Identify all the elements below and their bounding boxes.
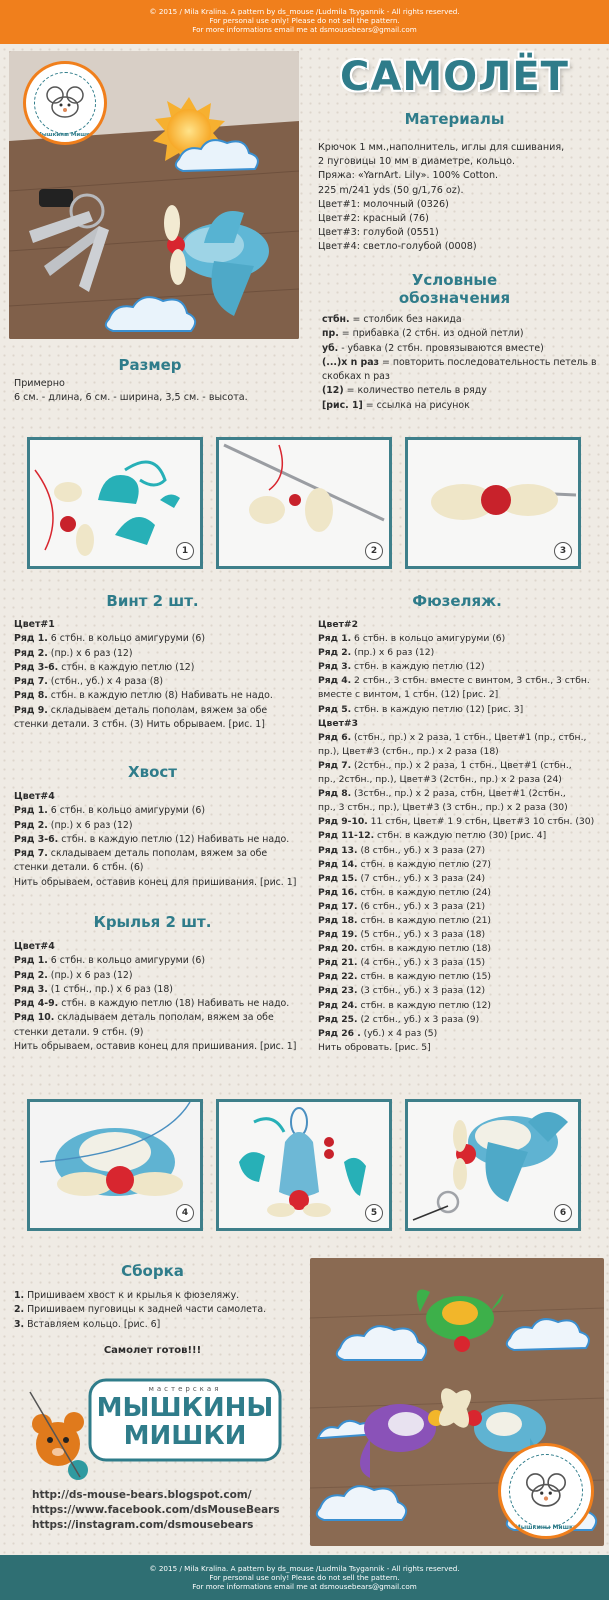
step-photo-5 (216, 1099, 392, 1231)
mouse-logo-icon (35, 73, 95, 133)
header-line: For personal use only! Please do not sell the pattern. (209, 16, 400, 25)
legend-heading: Условные обозначения (398, 271, 511, 307)
materials-heading: Материалы (404, 110, 505, 128)
footer-band (0, 1555, 609, 1600)
pattern-row: Ряд 5. стбн. в каждую петлю (12) [рис. 3] (318, 703, 524, 715)
pattern-row: Ряд 7. складываем деталь пополам, вяжем за обе (14, 848, 268, 860)
logo-text: Мышкины Мишки (514, 1524, 578, 1531)
mouse-logo-icon (514, 1459, 578, 1523)
pattern-row: пр.), Цвет#3 (стбн., пр.) х 2 раза (18) (318, 745, 499, 757)
pattern-row: Нить обрываем, оставив конец для пришивания. [рис. 1] (14, 876, 297, 888)
step-photo-art (408, 1102, 578, 1228)
brand-banner (20, 1372, 290, 1482)
pattern-row: вместе с винтом, 1 стбн. (12) [рис. 2] (318, 689, 499, 701)
pattern-row: Ряд 13. (8 стбн., уб.) х 3 раза (27) (318, 844, 486, 856)
legend-item: [рис. 1] = ссылка на рисунок (322, 399, 470, 411)
pattern-row: Ряд 1. 6 стбн. в кольцо амигуруми (6) (14, 805, 206, 817)
materials-list (318, 141, 603, 255)
done-text: Самолет готов!!! (103, 1345, 202, 1356)
blog-link[interactable]: http://ds-mouse-bears.blogspot.com/ (32, 1489, 252, 1501)
pattern-row: Ряд 16. стбн. в каждую петлю (24) (318, 886, 492, 898)
photo-number-badge: 3 (554, 542, 572, 560)
step-photo-art (219, 1102, 389, 1228)
photo-number-badge: 4 (176, 1204, 194, 1222)
final-photo (310, 1258, 604, 1546)
tail-rows (14, 790, 304, 890)
pattern-row: Ряд 8. стбн. в каждую петлю (8) Набивать не надо. (14, 690, 273, 702)
pattern-row: Ряд 2. (пр.) х 6 раз (12) (14, 969, 133, 981)
legend-item: (...)x n раз = повторить последовательность петель в (322, 356, 597, 368)
pattern-row: Ряд 14. стбн. в каждую петлю (27) (318, 858, 492, 870)
step-photo-3 (405, 437, 581, 569)
size-heading: Размер (118, 356, 182, 374)
pattern-row: Ряд 18. стбн. в каждую петлю (21) (318, 914, 492, 926)
final-logo-badge (498, 1443, 594, 1539)
materials-line: Цвет#2: красный (76) (318, 213, 429, 225)
wings-heading: Крылья 2 шт. (93, 913, 212, 931)
pattern-row: пр., 2стбн., пр.), Цвет#3 (2стбн., пр.) х 2 раза (24) (318, 774, 562, 786)
pattern-row: Цвет#4 (14, 941, 55, 952)
pattern-row: Нить обрываем, оставив конец для пришивания. [рис. 1] (14, 1041, 297, 1053)
pattern-row: Ряд 1. 6 стбн. в кольцо амигуруми (6) (14, 633, 206, 645)
links (32, 1488, 280, 1533)
logo-badge (23, 61, 107, 145)
pattern-row: Ряд 15. (7 стбн., уб.) х 3 раза (24) (318, 872, 486, 884)
pattern-row: Ряд 9. складываем деталь пополам, вяжем за обе (14, 704, 268, 716)
header-line: © 2015 / Mila Kralina. A pattern by ds_mouse /Ludmila Tsygannik - All rights reserved. (149, 7, 460, 16)
step-photo-2 (216, 437, 392, 569)
legend-list (322, 313, 607, 413)
pattern-row: стенки детали. 6 стбн. (6) (14, 862, 144, 874)
step-photo-art (30, 1102, 200, 1228)
pattern-row: Цвет#2 (318, 619, 358, 630)
pattern-row: Нить обровать. [рис. 5] (318, 1041, 431, 1053)
step-photo-6 (405, 1099, 581, 1231)
pattern-row: Ряд 2. (пр.) х 6 раз (12) (318, 647, 435, 659)
assembly-step: 1. Пришиваем хвост к и крылья к фюзеляжу. (14, 1290, 240, 1301)
pattern-row: Ряд 23. (3 стбн., уб.) х 3 раза (12) (318, 985, 486, 997)
size-text: Примерно 6 см. - длина, 6 см. - ширина, 3,5 см. - высота. (14, 378, 248, 404)
pattern-row: Ряд 26 . (уб.) х 4 раз (5) (318, 1027, 438, 1039)
header-line: For more informations email me at dsmousebears@gmail.com (192, 25, 417, 34)
pattern-row: Ряд 24. стбн. в каждую петлю (12) (318, 999, 492, 1011)
pattern-row: Ряд 1. 6 стбн. в кольцо амигуруми (6) (14, 955, 206, 967)
photo-number-badge: 6 (554, 1204, 572, 1222)
pattern-row: Цвет#4 (14, 791, 55, 802)
step-photo-1 (27, 437, 203, 569)
pattern-row: Цвет#1 (14, 619, 55, 630)
assembly-steps (14, 1289, 304, 1332)
pattern-row: Ряд 21. (4 стбн., уб.) х 3 раза (15) (318, 957, 486, 969)
photo-number-badge: 1 (176, 542, 194, 560)
footer-line: For more informations email me at dsmousebears@gmail.com (192, 1582, 417, 1591)
tail-heading: Хвост (128, 763, 177, 781)
pattern-row: Ряд 1. 6 стбн. в кольцо амигуруми (6) (318, 633, 506, 645)
materials-line: Пряжа: «YarnArt. Lily». 100% Cotton. (318, 170, 499, 182)
brand-line2: МИШКИ (123, 1421, 247, 1451)
assembly-step: 3. Вставляем кольцо. [рис. 6] (14, 1318, 161, 1330)
materials-line: 2 пуговицы 10 мм в диаметре, кольцо. (318, 156, 516, 168)
pattern-row: Ряд 7. (стбн., уб.) х 4 раза (8) (14, 676, 164, 688)
wings-rows (14, 940, 304, 1054)
main-photo (9, 51, 299, 339)
brand-small: мастерская (148, 1385, 222, 1393)
assembly-step: 2. Пришиваем пуговицы к задней части самолета. (14, 1304, 267, 1316)
pattern-row: Ряд 3. стбн. в каждую петлю (12) (318, 661, 485, 673)
pattern-row: Ряд 2. (пр.) х 6 раз (12) (14, 819, 133, 831)
propeller-rows (14, 618, 304, 732)
pattern-row: стенки детали. 3 стбн. (3) Нить обрываем. [рис. 1] (14, 719, 265, 731)
pattern-row: Ряд 7. (2стбн., пр.) х 2 раза, 1 стбн., Цвет#1 (стбн., (318, 759, 572, 771)
legend-item: (12) = количество петель в ряду (322, 385, 487, 397)
materials-line: Крючок 1 мм.,наполнитель, иглы для сшивания, (318, 142, 565, 153)
pattern-row: Ряд 10. складываем деталь пополам, вяжем за обе (14, 1012, 274, 1024)
brand-line1: МЫШКИНЫ (96, 1393, 274, 1423)
fuselage-heading: Фюзеляж. (412, 592, 502, 610)
pattern-row: Цвет#3 (318, 717, 358, 729)
fuselage-rows (318, 618, 606, 1055)
footer-line: © 2015 / Mila Kralina. A pattern by ds_mouse /Ludmila Tsygannik - All rights reserved. (149, 1564, 460, 1573)
pattern-row: Ряд 8. (3стбн., пр.) х 2 раза, стбн, Цвет#1 (2стбн., (318, 788, 566, 800)
pattern-row: Ряд 3. (1 стбн., пр.) х 6 раз (18) (14, 983, 173, 995)
pattern-row: Ряд 6. (стбн., пр.) х 2 раза, 1 стбн., Цвет#1 (пр., стбн., (318, 731, 587, 743)
pattern-row: стенки детали. 9 стбн. (9) (14, 1026, 144, 1038)
pattern-row: Ряд 19. (5 стбн., уб.) х 3 раза (18) (318, 929, 486, 941)
propeller-heading: Винт 2 шт. (106, 592, 199, 610)
pattern-row: Ряд 3-6. стбн. в каждую петлю (12) (14, 661, 195, 673)
pattern-row: Ряд 20. стбн. в каждую петлю (18) (318, 943, 492, 955)
legend-item: уб. - убавка (2 стбн. провязываются вместе) (322, 342, 544, 354)
materials-line: Цвет#3: голубой (0551) (318, 227, 439, 239)
pattern-row: Ряд 25. (2 стбн., уб.) х 3 раза (9) (318, 1013, 480, 1025)
legend-item: стбн. = столбик без накида (322, 314, 462, 325)
logo-text: Мышкины Мишки (36, 132, 94, 138)
materials-line: Цвет#4: светло-голубой (0008) (318, 241, 477, 253)
pattern-row: пр., 3 стбн., пр.), Цвет#3 (3 стбн., пр.) х 2 раза (30) (318, 802, 568, 814)
pattern-row: Ряд 2. (пр.) х 6 раз (12) (14, 647, 133, 659)
step-photo-art (408, 440, 578, 566)
legend-item: пр. = прибавка (2 стбн. из одной петли) (322, 328, 524, 340)
pattern-row: Ряд 17. (6 стбн., уб.) х 3 раза (21) (318, 900, 486, 912)
page-title: САМОЛЁТ (340, 54, 569, 100)
step-photo-4 (27, 1099, 203, 1231)
pattern-row: Ряд 9-10. 11 стбн, Цвет# 1 9 стбн, Цвет#3 10 стбн. (30) (318, 816, 595, 828)
legend-item: скобках n раз (322, 371, 390, 383)
step-photo-art (219, 440, 389, 566)
footer-line: For personal use only! Please do not sell the pattern. (209, 1573, 400, 1582)
photo-number-badge: 5 (365, 1204, 383, 1222)
photo-number-badge: 2 (365, 542, 383, 560)
pattern-row: Ряд 4-9. стбн. в каждую петлю (18) Набивать не надо. (14, 998, 290, 1010)
pattern-row: Ряд 4. 2 стбн., 3 стбн. вместе с винтом, 3 стбн., 3 стбн. (318, 675, 590, 687)
step-photo-art (30, 440, 200, 566)
pattern-row: Ряд 22. стбн. в каждую петлю (15) (318, 971, 492, 983)
materials-line: Цвет#1: молочный (0326) (318, 198, 449, 210)
pattern-row: Ряд 3-6. стбн. в каждую петлю (12) Набивать не надо. (14, 833, 290, 845)
facebook-link[interactable]: https://www.facebook.com/dsMouseBears (32, 1504, 280, 1516)
materials-line: 225 m/241 yds (50 g/1,76 oz). (318, 184, 464, 196)
instagram-link[interactable]: https://instagram.com/dsmousebears (32, 1519, 254, 1531)
assembly-heading: Сборка (121, 1262, 184, 1280)
header-band (0, 0, 609, 44)
pattern-row: Ряд 11-12. стбн. в каждую петлю (30) [рис. 4] (318, 830, 547, 842)
